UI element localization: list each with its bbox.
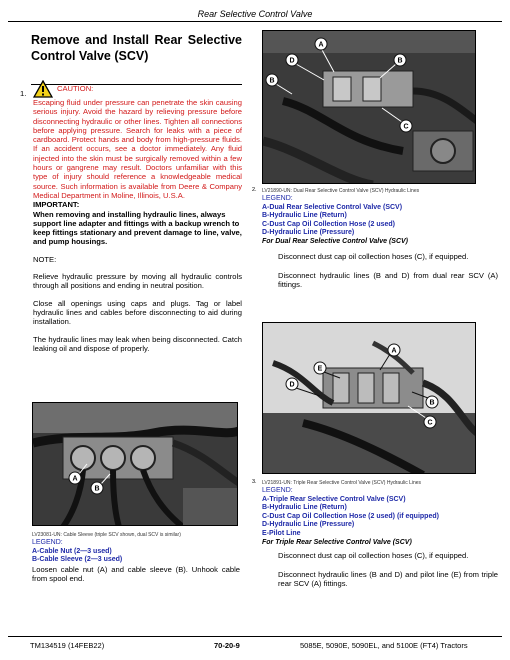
footer-page-number: 70-20-9 — [214, 641, 240, 650]
step-2-caption: LV21890-UN: Dual Rear Selective Control Valve (SCV) Hydraulic Lines — [262, 188, 420, 194]
callout-a — [380, 344, 400, 370]
step-1-paragraph-3: The hydraulic lines may leak when being disconnected. Catch leaking oil and dispose of properly. — [33, 334, 242, 353]
legend-item: D-Hydraulic Line (Pressure) — [262, 521, 355, 529]
legend-item: E-Pilot Line — [262, 529, 301, 537]
svg-text:B: B — [397, 57, 403, 65]
step-3-text-2: Disconnect hydraulic lines (B and D) and pilot line (E) from triple rear SCV (A) fittings. — [278, 570, 498, 589]
footer-models: 5085E, 5090E, 5090EL, and 5100E (FT4) Tractors — [300, 641, 468, 650]
legend-item: B-Cable Sleeve (2—3 used) — [32, 556, 123, 564]
figure-left-legend — [32, 539, 242, 565]
svg-text:B: B — [429, 399, 435, 407]
step-1-paragraph-2: Close all openings using caps and plugs. Tag or label hydraulic lines and cables before disconnecting to aid during installation. — [33, 298, 242, 327]
svg-text:C: C — [403, 123, 409, 131]
caution-label: CAUTION: — [57, 84, 94, 94]
caution-text: Escaping fluid under pressure can penetrate the skin causing serious injury. Avoid the hazard by relieving pressure before disconnecting hydraulic or other lines. Tighten all connections before applying pressure. Search for leaks with a piece of cardboard. Protect hands and body from high-pressure fluids. If an accident occurs, see a doctor immediately. Any fluid injected into the skin must be surgically removed within a few hours or gangrene may result. Doctors unfamiliar with this type of injury should reference a knowledgeable medical source. Such information is available from Deere & Company Medical Department in Moline, Illinois, U.S.A. — [33, 98, 242, 200]
important-text: When removing and installing hydraulic lines, always support line adapter and fittings with a backup wrench to keep fittings stationary and prevent damage to line, valve, and pump housings. — [33, 209, 242, 247]
step-2-text-1: Disconnect dust cap oil collection hoses (C), if equipped. — [278, 252, 469, 261]
svg-text:D: D — [289, 57, 295, 65]
svg-text:A: A — [391, 347, 397, 355]
legend-label: LEGEND: — [262, 195, 293, 202]
legend-item: C-Dust Cap Oil Collection Hose (2 used) (if equipped) — [262, 512, 439, 520]
step-2-number: 2. — [252, 187, 257, 193]
page-header-title: Rear Selective Control Valve — [197, 9, 313, 19]
callout-b — [412, 392, 438, 408]
legend-item: B-Hydraulic Line (Return) — [262, 504, 347, 512]
step-3-text-1: Disconnect dust cap oil collection hoses (C), if equipped. — [278, 551, 469, 560]
legend-item: D-Hydraulic Line (Pressure) — [262, 229, 355, 237]
step-1-number: 1. — [20, 89, 27, 98]
header-rule — [8, 21, 502, 22]
svg-text:D: D — [289, 381, 295, 389]
triple-scv-callouts — [262, 322, 476, 474]
step-1-paragraph-1: Relieve hydraulic pressure by moving all hydraulic controls through all positions and ending in neutral position. — [33, 272, 242, 291]
step-2-text-2: Disconnect hydraulic lines (B and D) from dual rear SCV (A) fittings. — [278, 271, 498, 290]
dual-scv-callouts — [262, 30, 476, 184]
step-3-number: 3. — [252, 479, 257, 485]
callout-d — [286, 54, 324, 80]
legend-item: A-Cable Nut (2—3 used) — [32, 547, 112, 555]
callout-a — [315, 38, 334, 72]
svg-text:B: B — [94, 485, 100, 493]
callout-d — [286, 378, 320, 396]
legend-item: B-Hydraulic Line (Return) — [262, 212, 347, 220]
legend-label: LEGEND: — [32, 539, 63, 546]
callout-b-lower — [266, 74, 292, 94]
step-2-legend — [262, 195, 502, 247]
svg-text:C: C — [427, 419, 433, 427]
section-heading — [31, 32, 242, 85]
legend-item: A-Triple Rear Selective Control Valve (SCV) — [262, 495, 406, 503]
legend-footer: For Dual Rear Selective Control Valve (SCV) — [262, 237, 409, 245]
legend-item: C-Dust Cap Oil Collection Hose (2 used) — [262, 220, 396, 228]
svg-text:A: A — [72, 475, 78, 483]
callout-b — [380, 54, 406, 78]
svg-text:B: B — [269, 77, 275, 85]
legend-item: A-Dual Rear Selective Control Valve (SCV) — [262, 203, 403, 211]
callout-c — [382, 108, 412, 132]
note-label: NOTE: — [33, 254, 57, 264]
legend-label: LEGEND: — [262, 487, 293, 494]
cable-sleeve-callouts — [32, 402, 238, 526]
legend-footer: For Triple Rear Selective Control Valve (SCV) — [262, 538, 412, 546]
svg-text:A: A — [318, 41, 324, 49]
callout-a — [69, 464, 87, 484]
svg-text:E: E — [317, 365, 323, 373]
important-block — [33, 200, 242, 246]
callout-c — [408, 406, 436, 428]
step-1 — [20, 80, 242, 353]
footer-doc-id: TM134519 (14FEB22) — [30, 641, 105, 650]
step-3-legend — [262, 487, 502, 547]
figure-left-instruction: Loosen cable nut (A) and cable sleeve (B). Unhook cable from spool end. — [32, 565, 240, 584]
callout-e — [314, 362, 340, 378]
callout-b — [91, 474, 110, 494]
caution-heading — [33, 80, 242, 98]
footer-rule — [8, 636, 502, 637]
section-title: Remove and Install Rear Selective Control Valve (SCV) — [31, 33, 242, 63]
important-label: IMPORTANT: — [33, 200, 80, 210]
step-3-caption: LV21891-UN: Triple Rear Selective Control Valve (SCV) Hydraulic Lines — [262, 480, 422, 486]
figure-left-caption: LV23081-UN: Cable Sleeve (triple SCV shown, dual SCV is similar) — [32, 532, 181, 538]
caution-triangle-icon — [33, 80, 53, 98]
